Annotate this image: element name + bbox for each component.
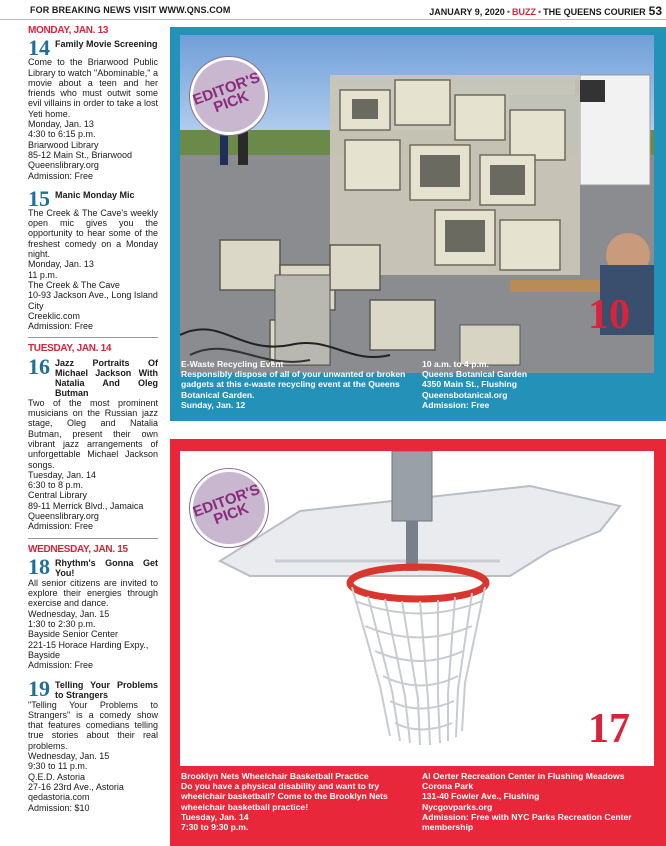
editors-pick-badge <box>190 57 268 135</box>
feature-caption-left <box>181 771 411 832</box>
event-title: Rhythm's Gonna Get You! <box>55 557 158 578</box>
header-folio: JANUARY 9, 2020 • BUZZ • THE QUEENS COURIER 53 <box>429 4 662 18</box>
event-number: 15 <box>28 185 50 211</box>
feature-number: 17 <box>588 706 630 752</box>
feature-admission: Admission: Free with NYC Parks Recreation Center membership <box>422 811 632 833</box>
feature-time: 7:30 to 9:30 p.m. <box>181 822 249 833</box>
event-website[interactable]: Creeklic.com <box>28 310 81 321</box>
event-time: 4:30 to 6:15 p.m. <box>28 129 96 140</box>
event-date: Tuesday, Jan. 14 <box>28 469 97 480</box>
day-heading: WEDNESDAY, JAN. 15 <box>28 543 128 555</box>
feature-number: 10 <box>588 292 630 338</box>
feature-panel-basketball <box>170 439 666 846</box>
feature-caption-right <box>422 359 652 410</box>
feature-title: Brooklyn Nets Wheelchair Basketball Practice <box>181 771 369 781</box>
feature-caption-left <box>181 359 411 410</box>
event-admission: Admission: Free <box>28 321 94 332</box>
event-address: 85-12 Main St., Briarwood <box>28 149 133 160</box>
event-address: 89-11 Merrick Blvd., Jamaica <box>28 500 144 511</box>
event-website[interactable]: Queenslibrary.org <box>28 160 99 171</box>
feature-description: Do you have a physical disability and want to try wheelchair basketball? Come to the Brooklyn Nets wheelchair basketball practice! <box>181 781 388 812</box>
header-section: BUZZ <box>511 7 536 17</box>
event-time: 6:30 to 8 p.m. <box>28 480 84 491</box>
event-venue: Q.E.D. Astoria <box>28 771 86 782</box>
event-number: 14 <box>28 35 50 61</box>
event-title: Manic Monday Mic <box>55 189 135 200</box>
feature-panel-ewaste <box>170 27 666 421</box>
page-number: 53 <box>648 4 662 18</box>
feature-date: Sunday, Jan. 12 <box>181 399 246 410</box>
event-description: All senior citizens are invited to explore their energies through exercise and dance. <box>28 577 158 609</box>
event-venue: Bayside Senior Center <box>28 629 119 640</box>
event-date: Monday, Jan. 13 <box>28 259 94 270</box>
event-website[interactable]: Queenslibrary.org <box>28 510 99 521</box>
feature-admission: Admission: Free <box>422 399 490 410</box>
event-address: 27-16 23rd Ave., Astoria <box>28 781 124 792</box>
feature-date: Tuesday, Jan. 14 <box>181 811 249 822</box>
event-admission: Admission: Free <box>28 521 94 532</box>
event-title: Jazz Portraits Of Michael Jackson With Natalia And Oleg Butman <box>55 357 158 398</box>
editors-pick-badge <box>190 469 268 547</box>
events-column <box>28 26 158 846</box>
event-time: 11 p.m. <box>28 269 58 280</box>
editors-pick-label: EDITOR'S PICK <box>190 68 263 117</box>
event-time: 1:30 to 2:30 p.m. <box>28 619 96 630</box>
event-venue: Central Library <box>28 490 88 501</box>
section-divider <box>28 538 158 539</box>
event-number: 16 <box>28 353 50 379</box>
event-15 <box>28 185 158 332</box>
feature-website[interactable]: Nycgovparks.org <box>422 801 493 812</box>
feature-time: 10 a.m. to 4 p.m. <box>422 359 489 369</box>
event-venue: The Creek & The Cave <box>28 279 120 290</box>
feature-venue: Al Oerter Recreation Center in Flushing Meadows Corona Park <box>422 771 625 792</box>
event-date: Wednesday, Jan. 15 <box>28 751 110 762</box>
section-divider <box>28 337 158 338</box>
feature-address: 131-40 Fowler Ave., Flushing <box>422 791 540 802</box>
event-description: The Creek & The Cave's weekly open mic gives you the opportunity to hear some of the freshest comedy on a Monday night. <box>28 207 158 260</box>
event-address: 10-93 Jackson Ave., Long Island City <box>28 290 158 311</box>
header-publication: THE QUEENS COURIER <box>543 7 646 17</box>
feature-address: 4350 Main St., Flushing <box>422 379 518 390</box>
event-title: Telling Your Problems to Strangers <box>55 679 158 700</box>
page-header <box>0 0 666 20</box>
event-address: 221-15 Horace Harding Expy., Bayside <box>28 639 149 660</box>
event-description: Come to the Briarwood Public Library to watch "Abominable," a movie about a teen and her friends who must outwit some evil villains in order to take a lost Yeti home. <box>28 57 158 119</box>
event-description: Two of the most prominent musicians on the Russian jazz stage, Oleg and Natalia Butman, present their own vibrant jazz arrangements of unforgettable Michael Jackson songs. <box>28 397 158 470</box>
event-admission: Admission: Free <box>28 170 94 181</box>
editors-pick-label: EDITOR'S PICK <box>190 480 263 529</box>
header-website: FOR BREAKING NEWS VISIT WWW.QNS.COM <box>30 5 231 15</box>
day-heading: TUESDAY, JAN. 14 <box>28 343 112 355</box>
event-date: Wednesday, Jan. 15 <box>28 608 110 619</box>
event-19 <box>28 675 158 813</box>
header-date: JANUARY 9, 2020 <box>429 7 505 17</box>
event-date: Monday, Jan. 13 <box>28 119 94 130</box>
day-heading: MONDAY, JAN. 13 <box>28 25 109 36</box>
event-title: Family Movie Screening <box>55 39 158 50</box>
feature-venue: Queens Botanical Garden <box>422 369 528 380</box>
event-admission: Admission: Free <box>28 660 94 671</box>
event-number: 19 <box>28 675 50 701</box>
event-admission: Admission: $10 <box>28 802 90 813</box>
feature-caption-right <box>422 771 654 832</box>
event-18 <box>28 553 158 671</box>
event-description: "Telling Your Problems to Strangers" is a comedy show that features comedians telling true stories about their real problems. <box>28 699 158 751</box>
event-14 <box>28 35 158 181</box>
feature-website[interactable]: Queensbotanical.org <box>422 389 508 400</box>
feature-description: Responsibly dispose of all of your unwanted or broken gadgets at this e-waste recycling event at the Queens Botanical Garden. <box>181 369 406 400</box>
event-time: 9:30 to 11 p.m. <box>28 761 88 772</box>
event-number: 18 <box>28 553 50 579</box>
feature-title: E-Waste Recycling Event <box>181 359 284 369</box>
event-venue: Briarwood Library <box>28 139 99 150</box>
event-website[interactable]: qedastoria.com <box>28 792 90 803</box>
event-16 <box>28 353 158 532</box>
